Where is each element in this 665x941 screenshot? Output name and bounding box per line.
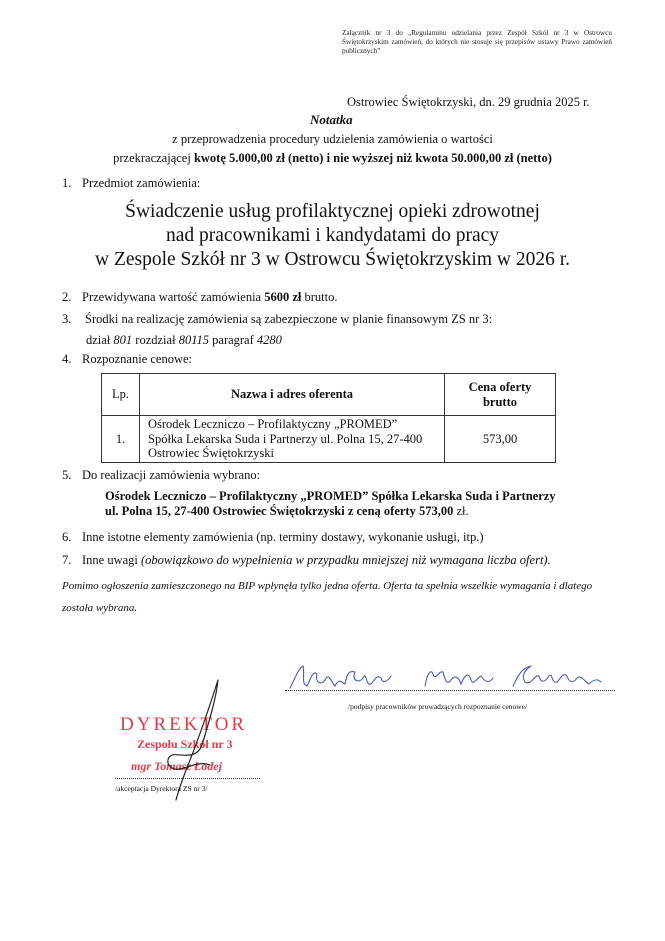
cell-lp: 1. (102, 416, 140, 463)
item-label: Środki na realizację zamówienia są zabezpieczone w planie finansowym ZS nr 3: (85, 312, 493, 326)
item-1 (62, 176, 200, 191)
dzial-value: 801 (113, 333, 133, 347)
item-number: 5. (62, 468, 72, 482)
header-price: Cena oferty brutto (445, 374, 556, 416)
dzial-label: dział (86, 333, 114, 347)
header-name: Nazwa i adres oferenta (140, 374, 445, 416)
subtitle-line-1: z przeprowadzenia procedury udzielenia zamówienia o wartości (172, 132, 493, 146)
rozdzial-label: rozdział (132, 333, 179, 347)
place-date: Ostrowiec Świętokrzyski, dn. 29 grudnia 2025 r. (347, 95, 590, 109)
document-title: Notatka (310, 112, 353, 127)
item-label: Przewidywana wartość zamówienia (82, 290, 265, 304)
signatures-caption: /podpisy pracowników prowadzących rozpoznanie cenowe/ (348, 702, 528, 711)
estimated-value: 5600 zł (264, 290, 302, 304)
chosen-line-2: ul. Polna 15, 27-400 Ostrowiec Świętokrzyski z ceną oferty 573,00 zł. (105, 504, 469, 518)
item-number: 6. (62, 530, 72, 544)
annex-note: Załącznik nr 3 do „Regulaminu udzielania przez Zespół Szkół nr 3 w Ostrowcu Świętokrzyskim zamówień, do których nie stosuje się przepisów ustawy Prawo zamówień publicznych” (342, 29, 612, 55)
item-label: Inne istotne elementy zamówienia (np. terminy dostawy, wykonanie usługi, itp.) (82, 530, 484, 544)
item-2 (62, 290, 338, 305)
paragraf-value: 4280 (256, 333, 282, 347)
subtitle-prefix: przekraczającej (113, 151, 194, 165)
stamp-name: mgr Tomasz Łodej (131, 759, 222, 773)
item-label: Inne uwagi (82, 553, 142, 567)
handwritten-signatures-icon (285, 660, 615, 692)
paragraf-label: paragraf (209, 333, 257, 347)
item-suffix: brutto. (301, 290, 338, 304)
remarks: Pomimo ogłoszenia zamieszczonego na BIP wpłynęła tylko jedna oferta. Oferta ta spełnia wszelkie wymagania i dlatego została wybrana. (62, 580, 593, 614)
item-label: Przedmiot zamówienia: (82, 176, 201, 190)
stamp-school: Zespołu Szkół nr 3 (137, 737, 233, 751)
item-4 (62, 352, 192, 367)
rozdzial-value: 80115 (178, 333, 210, 347)
acceptance-caption: /akceptacja Dyrektora ZS nr 3/ (115, 784, 208, 793)
subject-line-2: nad pracownikami i kandydatami do pracy (165, 225, 499, 246)
item-label: Rozpoznanie cenowe: (82, 352, 193, 366)
table-row (102, 416, 556, 463)
subtitle-amounts: kwotę 5.000,00 zł (netto) i nie wyższej niż kwota 50.000,00 zł (netto) (193, 151, 552, 165)
offers-table (101, 373, 556, 463)
cell-name: Ośrodek Leczniczo – Profilaktyczny „PROMED” Spółka Lekarska Suda i Partnerzy ul. Polna 15, 27-400 Ostrowiec Świętokrzyski (140, 416, 445, 463)
item-label: Do realizacji zamówienia wybrano: (82, 468, 261, 482)
budget-classification (86, 333, 282, 348)
subtitle-line-2 (0, 151, 665, 166)
item-6 (62, 530, 484, 545)
header-lp: Lp. (102, 374, 140, 416)
subject-line-1: Świadczenie usług profilaktycznej opieki zdrowotnej (125, 201, 540, 222)
stamp-title: DYREKTOR (120, 714, 248, 735)
item-7 (62, 553, 551, 568)
chosen-offer (105, 489, 610, 519)
cell-price: 573,00 (445, 416, 556, 463)
signature-line (285, 690, 615, 691)
item-number: 2. (62, 290, 72, 304)
subject-line-3: w Zespole Szkół nr 3 w Ostrowcu Świętokrzyskim w 2026 r. (95, 249, 570, 270)
item-number: 3. (62, 312, 72, 326)
item-number: 4. (62, 352, 72, 366)
item-3 (62, 312, 492, 327)
chosen-line-1: Ośrodek Leczniczo – Profilaktyczny „PROMED” Spółka Lekarska Suda i Partnerzy (105, 489, 556, 503)
item-number: 7. (62, 553, 72, 567)
acceptance-line (115, 778, 260, 779)
table-header-row (102, 374, 556, 416)
item-number: 1. (62, 176, 72, 190)
item-5 (62, 468, 260, 483)
item-note: (obowiązkowo do wypełnienia w przypadku mniejszej niż wymagana liczba ofert). (141, 553, 551, 567)
